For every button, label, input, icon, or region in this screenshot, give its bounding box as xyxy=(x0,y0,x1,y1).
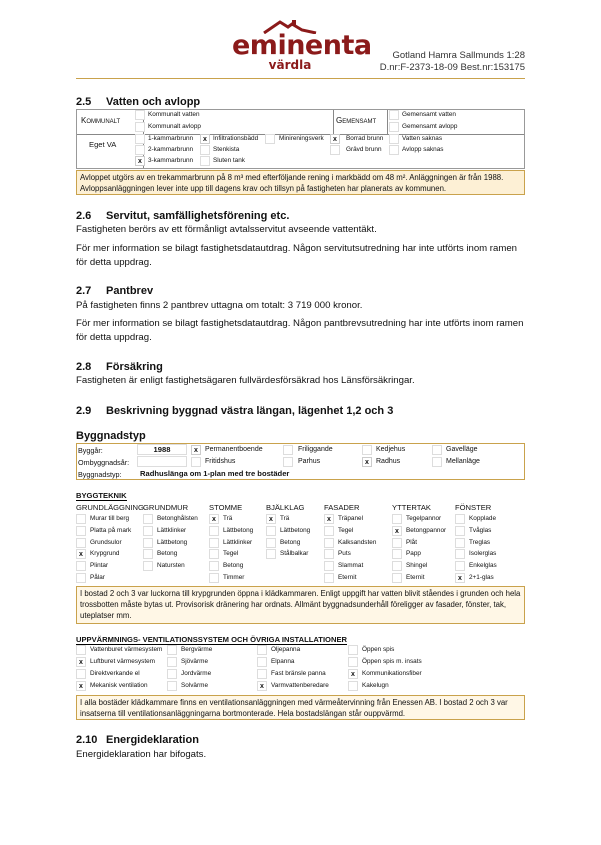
byggteknik-col-heading: GRUNDLÄGGNING xyxy=(76,503,144,512)
label-fritidshus: Fritidshus xyxy=(205,458,236,465)
checkbox xyxy=(324,573,334,583)
uppvarmning-item-label: Direktverkande el xyxy=(90,670,140,677)
checkbox xyxy=(209,573,219,583)
label-byggar: Byggår: xyxy=(78,446,103,455)
checkbox-gravd-brunn xyxy=(330,145,340,155)
checkbox xyxy=(76,573,86,583)
uppvarmning-item-label: Vattenburet värmesystem xyxy=(90,646,163,653)
byggteknik-item-label: Natursten xyxy=(157,562,185,570)
uppvarmning-item-label: Sjövärme xyxy=(181,658,208,665)
checkbox xyxy=(266,538,276,548)
label-gemensamt-vatten: Gemensamt vatten xyxy=(402,111,456,118)
checkbox xyxy=(455,549,465,559)
checkbox-gemensamt-avlopp xyxy=(389,122,399,132)
checkbox-kedjehus xyxy=(362,445,372,455)
checkbox xyxy=(392,538,402,548)
byggnadstyp-heading: Byggnadstyp xyxy=(76,430,146,442)
checkbox-checked: x xyxy=(392,526,402,536)
checkbox-stenkista xyxy=(200,145,210,155)
byggteknik-col-heading: YTTERTAK xyxy=(392,503,431,512)
checkbox-1-kammarbrunn xyxy=(135,134,145,144)
label-radhus: Radhus xyxy=(376,458,401,465)
byggteknik-item-label: Lättbetong xyxy=(157,538,188,546)
checkbox xyxy=(143,549,153,559)
checkbox-sluten-tank xyxy=(200,156,210,166)
checkbox xyxy=(455,561,465,571)
logo-text: eminenta xyxy=(232,30,372,61)
byggteknik-item-label: Timmer xyxy=(223,574,245,581)
uppvarmning-item-label: Fast bränsle panna xyxy=(271,670,326,677)
uppvarmning-item-label: Kakelugn xyxy=(362,682,389,689)
label-eget-va: Eget VA xyxy=(89,140,117,149)
byggteknik-item-label: Plintar xyxy=(90,562,109,570)
checkbox-permanentboende-checked: x xyxy=(191,445,201,455)
byggteknik-item-label: Grundsulor xyxy=(90,538,122,546)
byggteknik-item-label: Lättbetong xyxy=(280,526,311,534)
checkbox xyxy=(392,514,402,524)
byggteknik-item-label: Eternit xyxy=(338,574,357,581)
uppvarmning-item-label: Öppen spis m. insats xyxy=(362,658,422,665)
byggteknik-item-label: Platta på mark xyxy=(90,526,132,534)
byggteknik-item-label: Lättklinker xyxy=(157,526,187,534)
checkbox-gemensamt-vatten xyxy=(389,110,399,120)
section-2-9-heading: 2.9 Beskrivning byggnad västra längan, lägenhet 1,2 och 3 xyxy=(76,405,394,417)
label-gravd-brunn: Grävd brunn xyxy=(346,146,382,153)
logo-subtext: värdla xyxy=(268,58,312,72)
uppvarmning-item-label: Solvärme xyxy=(181,682,208,689)
uppvarmning-note: I alla bostäder klädkammare finns en ventilationsanläggningen med värmeåtervinning från Enessen AB. I bostad 2 och 3 var insatserna till ventilationsanläggningarna bortmonterade. Hela bostadslängan står ouppvärmd. xyxy=(76,695,525,720)
byggteknik-item-label: Betong xyxy=(280,538,301,546)
label-3-kammarbrunn: 3-kammarbrunn xyxy=(148,157,194,164)
byggteknik-col-heading: FÖNSTER xyxy=(455,503,492,512)
checkbox-mellanlage xyxy=(432,457,442,467)
checkbox xyxy=(167,681,177,691)
checkbox-infiltrationsbadd-checked: x xyxy=(200,134,210,144)
checkbox xyxy=(257,669,267,679)
va-note: Avloppet utgörs av en trekammarbrunn på 8 m³ med efterföljande rening i markbädd om 48 m². Anläggningen är från 1988. Avloppsanläggningen lever inte upp till dagens krav och tillsyn på fastigheten har planerats av kommunen. xyxy=(76,170,525,195)
label-permanentboende: Permanentboende xyxy=(205,446,263,453)
checkbox-radhus-checked: x xyxy=(362,457,372,467)
checkbox xyxy=(324,561,334,571)
label-minireningsverk: Minireningsverk xyxy=(279,135,324,142)
label-parhus: Parhus xyxy=(298,458,321,465)
byggteknik-item-label: Betongpannor xyxy=(406,526,447,534)
value-byggar: 1988 xyxy=(137,444,187,455)
checkbox xyxy=(76,669,86,679)
byggteknik-item-label: Enkelglas xyxy=(469,562,497,570)
checkbox xyxy=(76,645,86,655)
byggteknik-item-label: Papp xyxy=(406,550,421,558)
byggteknik-item-label: Betong xyxy=(157,550,178,558)
byggteknik-item-label: Betonghålsten xyxy=(157,515,198,522)
label-infiltrationsbadd: Infiltrationsbädd xyxy=(213,135,259,142)
label-avlopp-saknas: Avlopp saknas xyxy=(402,146,444,153)
checkbox xyxy=(455,538,465,548)
uppvarmning-item-label: Varmvattenberedare xyxy=(271,682,329,689)
checkbox xyxy=(266,526,276,536)
checkbox xyxy=(167,669,177,679)
checkbox-kommunalt-avlopp xyxy=(135,122,145,132)
checkbox-avlopp-saknas xyxy=(389,145,399,155)
uppvarmning-heading: UPPVÄRMNINGS- VENTILATIONSSYSTEM OCH ÖVRIGA INSTALLATIONER xyxy=(76,635,347,644)
byggteknik-note: I bostad 2 och 3 var luckorna till krypgrunden öppna i klädkammaren. Enligt uppgift har vatten blivit ståendes i grunden och hela trossbotten måste bytas ut. Provisorisk dränering har ordnats. Allmänt byggnadsunderhåll föreligger av fasader, fönster, tak, uteplatser mm. xyxy=(76,586,525,624)
byggteknik-item-label: Trä xyxy=(223,515,233,522)
byggteknik-item-label: Kopplade xyxy=(469,515,497,522)
label-friliggande: Friliggande xyxy=(298,446,333,453)
pantbrev-text-2: För mer information se bilagt fastighetsdatautdrag. Någon pantbrevsutredning har inte utförts inom ramen för detta uppdrag. xyxy=(76,318,524,343)
checkbox-checked: x xyxy=(257,681,267,691)
checkbox xyxy=(143,526,153,536)
checkbox xyxy=(76,538,86,548)
byggteknik-heading: BYGGTEKNIK xyxy=(76,491,127,500)
label-borrad-brunn: Borrad brunn xyxy=(346,135,384,142)
byggteknik-item-label: Plåt xyxy=(406,538,418,546)
label-kommunalt: Kommunalt xyxy=(81,116,121,125)
checkbox-checked: x xyxy=(266,514,276,524)
checkbox-fritidshus xyxy=(191,457,201,467)
byggteknik-item-label: Stålbalkar xyxy=(280,550,309,558)
byggteknik-item-label: Lättbetong xyxy=(223,526,254,534)
checkbox xyxy=(348,681,358,691)
checkbox xyxy=(209,549,219,559)
checkbox xyxy=(348,645,358,655)
uppvarmning-item-label: Kommunikationsfiber xyxy=(362,670,422,677)
checkbox xyxy=(209,538,219,548)
byggteknik-col-heading: GRUNDMUR xyxy=(143,503,189,512)
byggteknik-item-label: Tegel xyxy=(223,550,239,558)
property-name: Gotland Hamra Sallmunds 1:28 xyxy=(392,50,525,61)
label-ombyggnadsar: Ombyggnadsår: xyxy=(78,458,130,467)
label-1-kammarbrunn: 1-kammarbrunn xyxy=(148,135,194,142)
byggteknik-item-label: Krypgrund xyxy=(90,550,120,558)
checkbox xyxy=(167,645,177,655)
header-divider xyxy=(76,78,525,79)
section-2-7-heading: 2.7 Pantbrev xyxy=(76,285,154,297)
byggteknik-col-heading: FASADER xyxy=(324,503,360,512)
checkbox xyxy=(143,538,153,548)
label-gemensamt: Gemensamt xyxy=(336,116,377,125)
checkbox xyxy=(167,657,177,667)
checkbox-minireningsverk xyxy=(265,134,275,144)
checkbox xyxy=(324,538,334,548)
uppvarmning-item-label: Bergvärme xyxy=(181,646,213,653)
byggteknik-item-label: Tegel xyxy=(338,526,354,534)
label-kommunalt-avlopp: Kommunalt avlopp xyxy=(148,123,201,130)
checkbox-checked: x xyxy=(76,657,86,667)
energideklaration-text: Energideklaration har bifogats. xyxy=(76,749,207,760)
section-2-5-heading: 2.5 Vatten och avlopp xyxy=(76,96,201,108)
label-kommunalt-vatten: Kommunalt vatten xyxy=(148,111,200,118)
byggteknik-item-label: Kalksandsten xyxy=(338,538,377,546)
byggteknik-item-label: Betong xyxy=(223,562,244,570)
byggteknik-item-label: Murar till berg xyxy=(90,515,130,522)
uppvarmning-item-label: Oljepanna xyxy=(271,646,301,653)
byggteknik-item-label: Treglas xyxy=(469,538,491,546)
checkbox-checked: x xyxy=(76,549,86,559)
pantbrev-text-1: På fastigheten finns 2 pantbrev uttagna om totalt: 3 719 000 kronor. xyxy=(76,300,363,311)
byggteknik-col-heading: STOMME xyxy=(209,503,243,512)
uppvarmning-item-label: Jordvärme xyxy=(181,670,212,677)
byggteknik-item-label: Isolerglas xyxy=(469,550,497,558)
servitut-text-1: Fastigheten berörs av ett förmånligt avtalsservitut avseende vattentäkt. xyxy=(76,224,377,235)
label-byggnadstyp: Byggnadstyp: xyxy=(78,470,122,479)
checkbox xyxy=(348,657,358,667)
uppvarmning-item-label: Luftburet värmesystem xyxy=(90,658,155,665)
checkbox-borrad-brunn-checked: x xyxy=(330,134,340,144)
checkbox-checked: x xyxy=(348,669,358,679)
reference-number: D.nr:F-2373-18-09 Best.nr:153175 xyxy=(379,62,525,73)
checkbox-checked: x xyxy=(209,514,219,524)
section-2-8-heading: 2.8 Försäkring xyxy=(76,361,163,373)
checkbox xyxy=(392,549,402,559)
byggteknik-item-label: Slammat xyxy=(338,562,364,570)
checkbox-parhus xyxy=(283,457,293,467)
byggteknik-item-label: Shingel xyxy=(406,562,428,570)
checkbox xyxy=(143,514,153,524)
uppvarmning-item-label: Mekanisk ventilation xyxy=(90,682,148,689)
checkbox xyxy=(257,645,267,655)
uppvarmning-item-label: Elpanna xyxy=(271,658,295,665)
byggteknik-item-label: Trä xyxy=(280,515,290,522)
label-2-kammarbrunn: 2-kammarbrunn xyxy=(148,146,194,153)
checkbox xyxy=(455,514,465,524)
checkbox xyxy=(76,526,86,536)
label-sluten-tank: Sluten tank xyxy=(213,157,245,164)
byggteknik-item-label: Pålar xyxy=(90,574,105,581)
byggteknik-item-label: Eternit xyxy=(406,574,425,581)
checkbox xyxy=(257,657,267,667)
value-ombyggnadsar xyxy=(137,456,187,467)
section-2-10-heading: 2.10 Energideklaration xyxy=(76,734,199,746)
checkbox-friliggande xyxy=(283,445,293,455)
byggteknik-item-label: Tvåglas xyxy=(469,526,492,534)
checkbox xyxy=(324,526,334,536)
checkbox-checked: x xyxy=(324,514,334,524)
checkbox xyxy=(76,561,86,571)
value-byggnadstyp: Radhuslänga om 1-plan med tre bostäder xyxy=(140,469,290,478)
byggteknik-item-label: Puts xyxy=(338,550,351,558)
checkbox xyxy=(143,561,153,571)
uppvarmning-item-label: Öppen spis xyxy=(362,646,395,653)
label-stenkista: Stenkista xyxy=(213,146,240,153)
checkbox-checked: x xyxy=(455,573,465,583)
checkbox xyxy=(209,561,219,571)
checkbox xyxy=(455,526,465,536)
section-2-6-heading: 2.6 Servitut, samfällighetsförening etc. xyxy=(76,210,290,222)
byggteknik-item-label: Lättklinker xyxy=(223,538,253,546)
checkbox xyxy=(209,526,219,536)
forsakring-text: Fastigheten är enligt fastighetsägaren fullvärdesförsäkrad hos Länsförsäkringar. xyxy=(76,375,415,386)
label-mellanlage: Mellanläge xyxy=(446,458,480,465)
checkbox-3-kammarbrunn-checked: x xyxy=(135,156,145,166)
label-gavellage: Gavelläge xyxy=(446,446,478,453)
byggteknik-col-heading: BJÄLKLAG xyxy=(266,503,305,512)
checkbox-gavellage xyxy=(432,445,442,455)
checkbox xyxy=(392,561,402,571)
label-gemensamt-avlopp: Gemensamt avlopp xyxy=(402,123,458,130)
label-vatten-saknas: Vatten saknas xyxy=(402,135,443,142)
checkbox xyxy=(392,573,402,583)
checkbox-vatten-saknas xyxy=(389,134,399,144)
checkbox xyxy=(76,514,86,524)
checkbox-2-kammarbrunn xyxy=(135,145,145,155)
servitut-text-2: För mer information se bilagt fastighetsdatautdrag. Någon servitutsutredning har inte utförts inom ramen för detta uppdrag. xyxy=(76,243,518,268)
checkbox xyxy=(266,549,276,559)
byggteknik-item-label: 2+1-glas xyxy=(469,574,494,581)
checkbox xyxy=(324,549,334,559)
checkbox-checked: x xyxy=(76,681,86,691)
byggteknik-item-label: Tegelpannor xyxy=(406,515,442,522)
byggteknik-item-label: Träpanel xyxy=(338,515,363,522)
checkbox-kommunalt-vatten xyxy=(135,110,145,120)
label-kedjehus: Kedjehus xyxy=(376,446,406,453)
